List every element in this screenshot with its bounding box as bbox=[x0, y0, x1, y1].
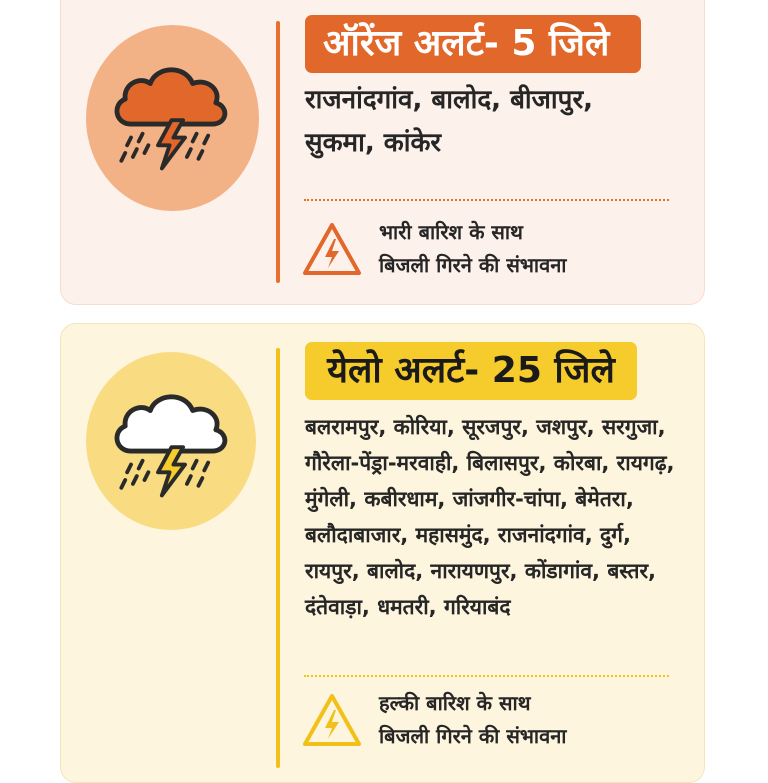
yellow-dotted-divider bbox=[304, 675, 669, 677]
yellow-icon-circle bbox=[86, 352, 256, 530]
orange-icon-circle bbox=[86, 25, 259, 211]
orange-divider-line bbox=[276, 21, 280, 283]
orange-alert-title: ऑरेंज अलर्ट- 5 जिले bbox=[305, 15, 641, 73]
yellow-divider-line bbox=[276, 348, 280, 768]
yellow-warning-text bbox=[379, 687, 567, 753]
orange-warning-line1: भारी बारिश के साथ bbox=[379, 220, 523, 244]
yellow-alert-card bbox=[60, 323, 705, 783]
orange-warning-text bbox=[379, 216, 567, 282]
lightning-warning-icon bbox=[301, 221, 363, 277]
orange-alert-card bbox=[60, 0, 705, 305]
orange-alert-districts: राजनांदगांव, बालोद, बीजापुर, सुकमा, कांकेर bbox=[305, 85, 593, 158]
thunderstorm-cloud-icon bbox=[104, 45, 239, 180]
yellow-alert-title: येलो अलर्ट- 25 जिले bbox=[305, 342, 637, 400]
yellow-alert-districts: बलरामपुर, कोरिया, सूरजपुर, जशपुर, सरगुजा, गौरेला-पेंड्रा-मरवाही, बिलासपुर, कोरबा, रायगढ़, मुंगेली, कबीरधाम, जांजगीर-चांपा, बेमेतरा, बलौदाबाजार, महासमुंद, राजनांदगांव, दुर्ग, रायपुर, बालोद, नारायणपुर, कोंडागांव, बस्तर, दंतेवाड़ा, धमतरी, गरियाबंद bbox=[305, 415, 675, 619]
yellow-warning-line1: हल्की बारिश के साथ bbox=[379, 691, 531, 715]
orange-warning-line2: बिजली गिरने की संभावना bbox=[379, 253, 567, 277]
orange-dotted-divider bbox=[304, 199, 669, 201]
lightning-warning-icon bbox=[301, 692, 363, 748]
yellow-warning-line2: बिजली गिरने की संभावना bbox=[379, 724, 567, 748]
thunderstorm-cloud-icon bbox=[104, 372, 239, 507]
